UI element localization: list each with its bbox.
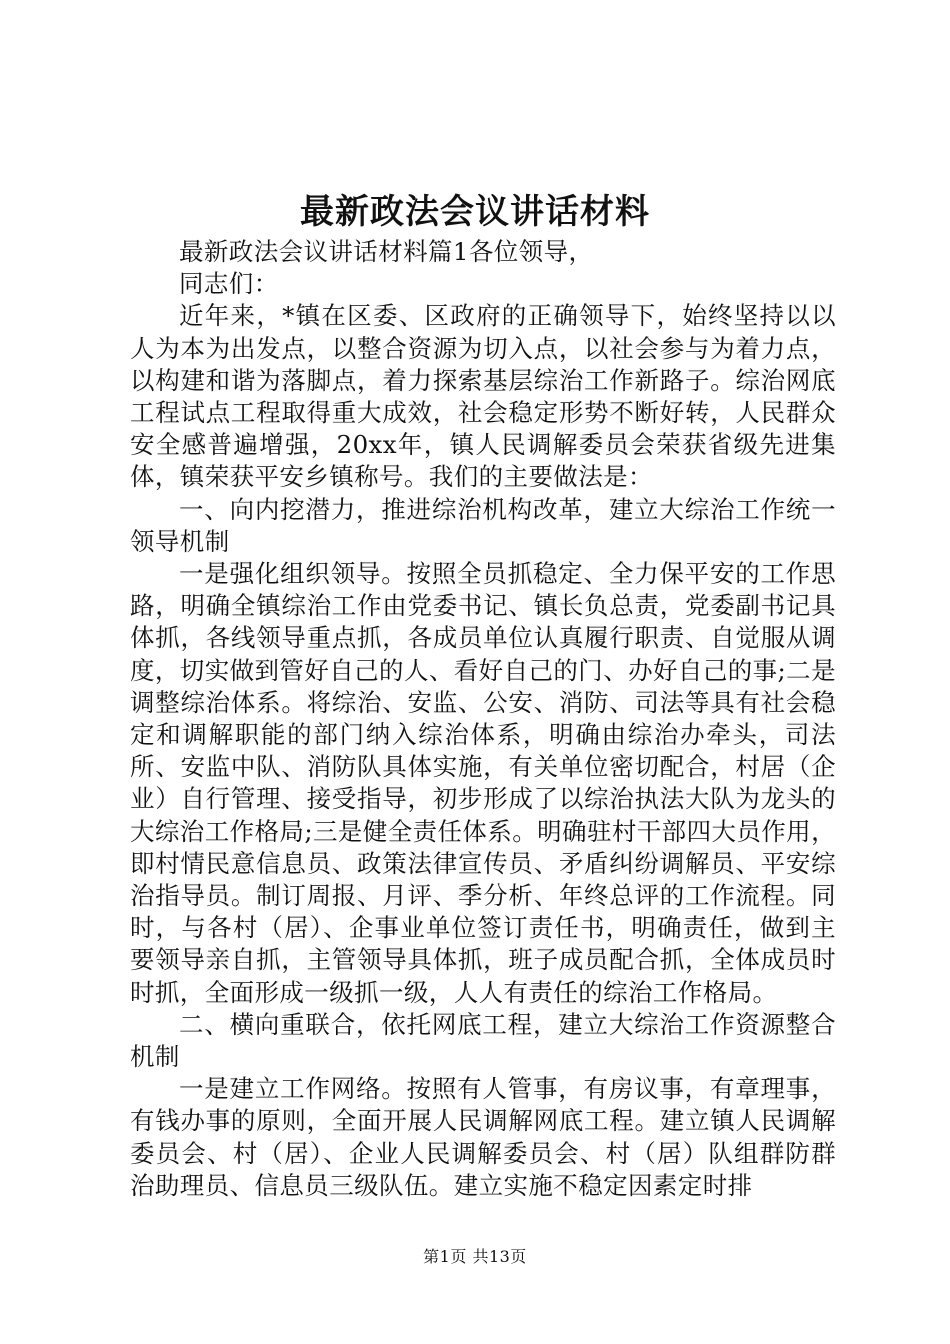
section-heading-1: 一、向内挖潜力，推进综治机构改革，建立大综治工作统一领导机制 [130,494,836,556]
page-number-footer: 第1页 共13页 [423,1247,527,1266]
paragraph-section-1: 一是强化组织领导。按照全员抓稳定、全力保平安的工作思路，明确全镇综治工作由党委书记、镇长负总责，党委副书记具体抓，各线领导重点抓，各成员单位认真履行职责、自觉服从调度，切实做到管好自己的人、看好自己的门、办好自己的事;二是调整综治体系。将综治、安监、公安、消防、司法等具有社会稳定和调解职能的部门纳入综治体系，明确由综治办牵头，司法所、安监中队、消防队具体实施，有关单位密切配合，村居（企业）自行管理、接受指导，初步形成了以综治执法大队为龙头的大综治工作格局;三是健全责任体系。明确驻村干部四大员作用，即村情民意信息员、政策法律宣传员、矛盾纠纷调解员、平安综治指导员。制订周报、月评、季分析、年终总评的工作流程。同时，与各村（居）、企事业单位签订责任书，明确责任，做到主要领导亲自抓，主管领导具体抓，班子成员配合抓，全体成员时时抓，全面形成一级抓一级，人人有责任的综治工作格局。 [130,559,836,1007]
paragraph-salutation: 同志们： [179,269,279,299]
document-body [130,236,836,1202]
document-title: 最新政法会议讲话材料 [300,192,650,232]
section-heading-2: 二、横向重联合，依托网底工程，建立大综治工作资源整合机制 [130,1009,836,1072]
paragraph-intro: 近年来，*镇在区委、区政府的正确领导下，始终坚持以以人为本为出发点，以整合资源为切入点，以社会参与为着力点，以构建和谐为落脚点，着力探索基层综治工作新路子。综治网底工程试点工程取得重大成效，社会稳定形势不断好转，人民群众安全感普遍增强，20xx年，镇人民调解委员会荣获省级先进集体，镇荣获平安乡镇称号。我们的主要做法是： [130,301,836,492]
paragraph-section-2: 一是建立工作网络。按照有人管事，有房议事，有章理事，有钱办事的原则，全面开展人民调解网底工程。建立镇人民调解委员会、村（居）、企业人民调解委员会、村（居）队组群防群治助理员、信息员三级队伍。建立实施不稳定因素定时排 [130,1074,836,1200]
paragraph-greeting: 最新政法会议讲话材料篇1各位领导， [179,237,594,266]
